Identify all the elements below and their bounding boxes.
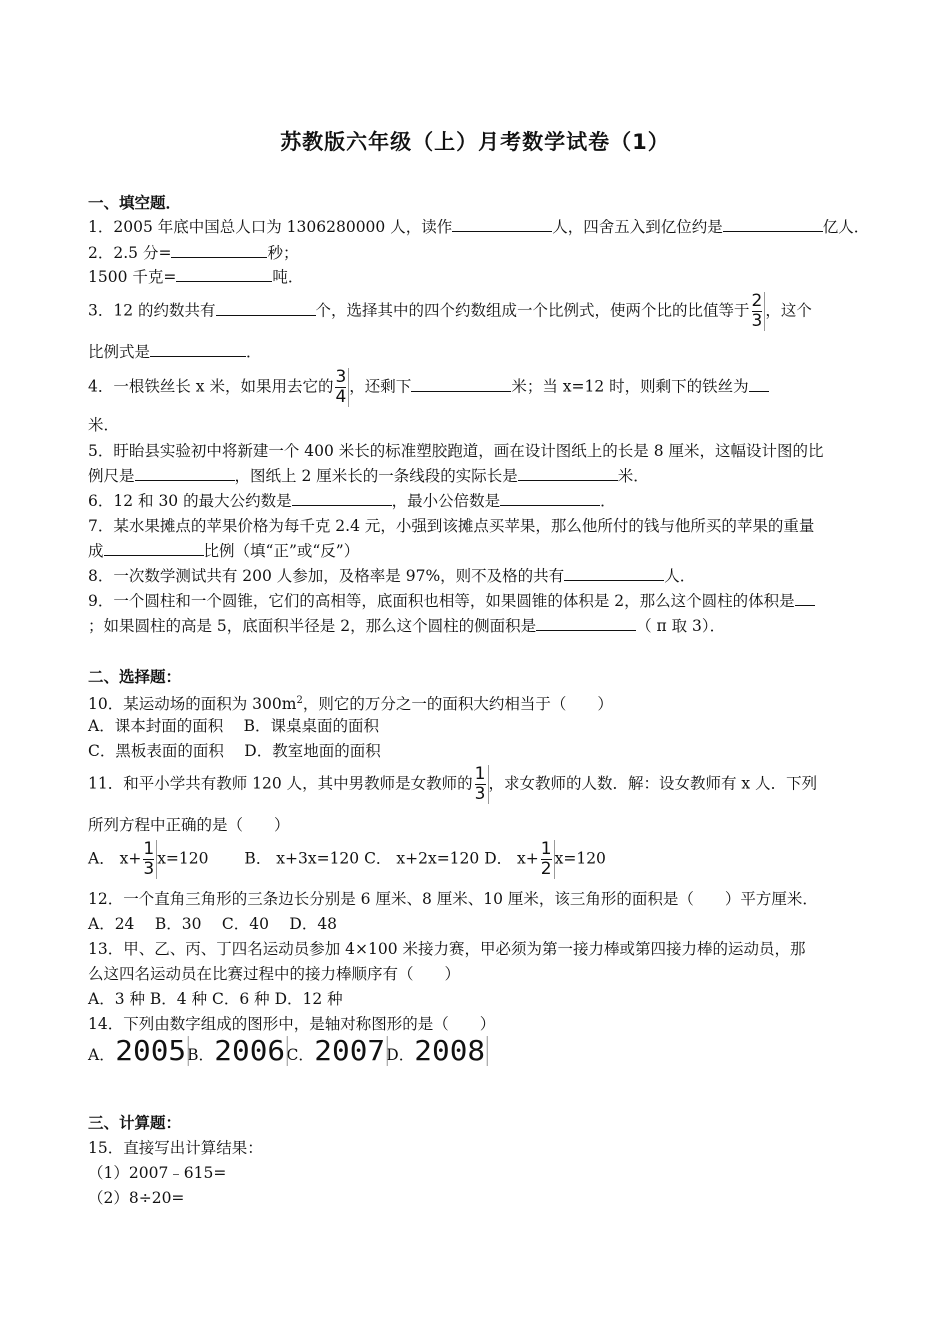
question-9: [88, 590, 815, 612]
q7-text-b: 成: [88, 542, 104, 560]
question-7: 7．某水果摊点的苹果价格为每千克 2.4 元，小强到该摊点买苹果，那么他所付的钱与他所买的苹果的重量: [88, 517, 815, 535]
q10-text-a: 10．某运动场的面积为 300m: [88, 695, 297, 714]
question-15-part-2: （2）8÷20=: [88, 1189, 185, 1207]
q5-text-d: 米．: [617, 467, 649, 485]
question-14-options: [88, 1036, 487, 1066]
question-8: [88, 565, 695, 587]
q4-text-b: ，还剩下: [349, 377, 412, 396]
question-10-options-2: C．黑板表面的面积 D．教室地面的面积: [88, 742, 381, 760]
q6-text-b: ，最小公倍数是: [391, 492, 501, 510]
q4-text-c: 米；当 x=12 时，则剩下的铁丝为: [511, 377, 749, 396]
q2-text-c: 1500 千克=: [88, 268, 177, 286]
q2-blank-1: [171, 243, 267, 258]
q10-superscript: 2: [296, 695, 303, 706]
q8-blank: [564, 566, 664, 581]
question-12-options: A．24 B．30 C．40 D．48: [88, 915, 338, 933]
q7-text-c: 比例（填“正”或“反”）: [203, 542, 360, 560]
q9-text-b: ；如果圆柱的高是 5，底面积半径是 2，那么这个圆柱的侧面积是: [88, 617, 537, 635]
q5-text-b: 例尺是: [88, 467, 135, 485]
question-4-line-2: 米．: [88, 416, 120, 434]
section-calculation: 三、计算题：: [88, 1114, 182, 1132]
q4-blank-2: [749, 377, 769, 392]
q14-option-b-image: 2006: [212, 1036, 288, 1066]
q1-text-c: 亿人．: [822, 218, 870, 236]
q5-blank-2: [518, 466, 618, 481]
question-13: 13．甲、乙、丙、丁四名运动员参加 4×100 米接力赛，甲必须为第一接力棒或第四接力棒的运动员，那: [88, 940, 806, 958]
question-13-line-2: 么这四名运动员在比赛过程中的接力棒顺序有（ ）: [88, 965, 461, 983]
question-2: [88, 242, 298, 264]
q3-blank-2: [150, 342, 246, 357]
question-6: [88, 490, 616, 512]
question-11-options: [88, 840, 606, 879]
question-12: 12．一个直角三角形的三条边长分别是 6 厘米、8 厘米、10 厘米，该三角形的面积是（ ）平方厘米．: [88, 890, 818, 908]
q2-text-d: 吨．: [272, 268, 304, 286]
q3-text-d: 比例式是: [88, 343, 151, 361]
question-7-line-2: [88, 540, 359, 562]
q11-text-a: 11．和平小学共有教师 120 人，其中男教师是女教师的: [88, 774, 473, 793]
q4-fraction: $\frac{3}{4}$: [333, 368, 349, 407]
question-3-line-2: [88, 341, 262, 363]
question-13-options: A．3 种 B．4 种 C．6 种 D．12 种: [88, 990, 343, 1008]
q9-text-a: 9．一个圆柱和一个圆锥，它们的高相等，底面积也相等，如果圆锥的体积是 2，那么这个圆柱的体积是: [88, 592, 795, 610]
section-choice: 二、选择题：: [88, 668, 182, 686]
q1-blank-1: [452, 217, 552, 232]
q3-text-e: ．: [246, 343, 262, 361]
question-15: 15．直接写出计算结果：: [88, 1139, 263, 1157]
q1-text-b: 人，四舍五入到亿位约是: [552, 218, 723, 236]
section-fill-blank: 一、填空题．: [88, 194, 182, 212]
q6-text-c: ．: [600, 492, 616, 510]
q5-blank-1: [135, 466, 235, 481]
q14-option-d-image: 2008: [412, 1036, 488, 1066]
q3-text-a: 3．12 的约数共有: [88, 301, 216, 320]
q11-text-b: ，求女教师的人数．解：设女教师有 x 人．下列: [488, 774, 818, 793]
question-15-part-1: （1）2007﹣615=: [88, 1164, 227, 1182]
page-title: 苏教版六年级（上）月考数学试卷（1）: [280, 130, 670, 154]
q11-option-a-text: A． x+: [88, 849, 142, 868]
q4-text-a: 4．一根铁丝长 x 米，如果用去它的: [88, 377, 334, 396]
q3-text-c: ，这个: [765, 301, 812, 320]
q6-text-a: 6．12 和 30 的最大公约数是: [88, 492, 292, 510]
question-5-line-2: [88, 465, 649, 487]
question-4: [88, 368, 769, 407]
q2-text-b: 秒；: [267, 244, 299, 262]
q8-text-a: 8．一次数学测试共有 200 人参加，及格率是 97%，则不及格的共有: [88, 567, 565, 585]
q11-option-a-fraction: $\frac{1}{3}$: [141, 840, 157, 879]
q4-blank-1: [411, 377, 511, 392]
q9-blank-1: [795, 591, 815, 606]
q11-options-text: x=120 B． x+3x=120 C． x+2x=120 D． x+: [157, 849, 539, 868]
q2-text-a: 2．2.5 分=: [88, 244, 172, 262]
question-11: [88, 765, 817, 804]
q10-text-b: ，则它的万分之一的面积大约相当于（ ）: [302, 695, 613, 714]
question-9-line-2: [88, 615, 725, 637]
q6-blank-2: [500, 491, 600, 506]
q14-option-a-image: 2005: [113, 1036, 189, 1066]
q6-blank-1: [292, 491, 392, 506]
q11-fraction: $\frac{1}{3}$: [473, 765, 489, 804]
q14-option-d-label: D．: [386, 1046, 415, 1064]
question-10: [88, 690, 613, 715]
q14-option-a-label: A．: [88, 1046, 115, 1064]
q8-text-b: 人．: [664, 567, 696, 585]
question-14: 14．下列由数字组成的图形中，是轴对称图形的是（ ）: [88, 1015, 496, 1033]
q9-blank-2: [536, 616, 636, 631]
q3-fraction: $\frac{2}{3}$: [750, 292, 766, 331]
q14-option-c-image: 2007: [312, 1036, 388, 1066]
q2-blank-2: [176, 267, 272, 282]
question-3: [88, 292, 812, 331]
q3-text-b: 个，选择其中的四个约数组成一个比例式，使两个比的比值等于: [315, 301, 750, 320]
q1-text-a: 1．2005 年底中国总人口为 1306280000 人，读作: [88, 218, 453, 236]
q11-option-d-text: x=120: [554, 849, 606, 868]
q1-blank-2: [723, 217, 823, 232]
q5-text-c: ，图纸上 2 厘米长的一条线段的实际长是: [234, 467, 518, 485]
q9-text-c: （ π 取 3）．: [636, 617, 726, 635]
question-11-line-2: 所列方程中正确的是（ ）: [88, 816, 290, 834]
q7-blank: [104, 541, 204, 556]
q3-blank-1: [216, 301, 316, 316]
q14-option-b-label: B．: [187, 1046, 215, 1064]
question-2-line-2: [88, 266, 303, 288]
question-1: [88, 216, 869, 238]
question-5: 5．盱眙县实验初中将新建一个 400 米长的标准塑胶跑道，画在设计图纸上的长是 8 厘米，这幅设计图的比: [88, 442, 824, 460]
q11-option-d-fraction: $\frac{1}{2}$: [539, 840, 555, 879]
question-10-options-1: A．课本封面的面积 B．课桌桌面的面积: [88, 717, 380, 735]
q14-option-c-label: C．: [286, 1046, 314, 1064]
